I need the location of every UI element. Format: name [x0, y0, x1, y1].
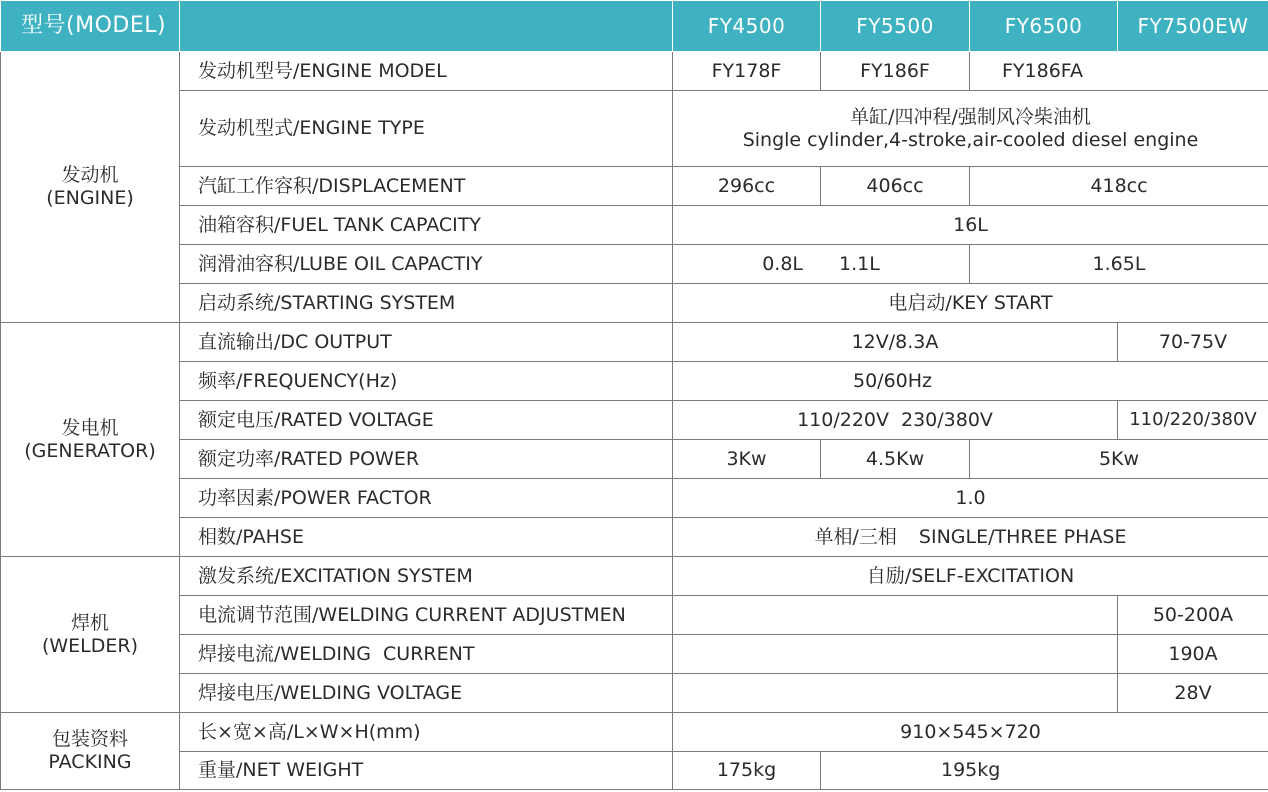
cell-value: [673, 596, 1118, 635]
category-name-en: (WELDER): [41, 634, 139, 657]
cell-value: 3Kw: [673, 440, 821, 479]
category-name-cn: 发电机: [61, 416, 119, 439]
row-label: 频率/FREQUENCY(Hz): [180, 362, 673, 401]
cell-value: 175kg: [673, 752, 821, 790]
category-name-en: (ENGINE): [46, 187, 134, 209]
model-header: 型号(MODEL): [1, 1, 180, 52]
cell-value: 110/220V: [797, 408, 889, 431]
table-row: [1, 323, 1268, 362]
category-name-en: PACKING: [48, 751, 132, 773]
table-row: [1, 284, 1268, 323]
row-label: 长×宽×高/L×W×H(mm): [180, 713, 673, 752]
row-label: 额定电压/RATED VOLTAGE: [180, 401, 673, 440]
category-generator: [1, 323, 180, 557]
row-label: 重量/NET WEIGHT: [180, 752, 673, 790]
cell-value: SINGLE/THREE PHASE: [918, 525, 1127, 548]
table-row: [1, 401, 1268, 440]
table-row: [1, 52, 1268, 91]
table-row: [1, 752, 1268, 790]
cell-value: FY186F: [821, 52, 970, 91]
lube-oil-values: [673, 245, 970, 284]
category-packing: [1, 713, 180, 790]
table-row: [1, 596, 1268, 635]
cell-value: 1.65L: [970, 245, 1268, 284]
cell-value: 单缸/四冲程/强制风冷柴油机: [850, 105, 1091, 128]
row-label: 发动机型号/ENGINE MODEL: [180, 52, 673, 91]
cell-value: 230/380V: [901, 408, 993, 431]
cell-value: 单相/三相: [814, 525, 897, 548]
header-row: [1, 1, 1268, 52]
category-welder: [1, 557, 180, 713]
cell-value: 电启动/KEY START: [673, 284, 1268, 323]
model-column-header: FY6500: [970, 1, 1118, 52]
model-column-header: FY4500: [673, 1, 821, 52]
cell-value: 1.0: [673, 479, 1268, 518]
phase-values: [673, 518, 1268, 557]
category-name-en: (GENERATOR): [24, 439, 156, 462]
cell-value: 1.1L: [839, 252, 880, 275]
table-row: [1, 635, 1268, 674]
cell-value: 5Kw: [970, 440, 1268, 479]
cell-value: 4.5Kw: [821, 440, 970, 479]
row-label: 润滑油容积/LUBE OIL CAPACTIY: [180, 245, 673, 284]
category-name-cn: 焊机: [70, 611, 109, 634]
table-row: [1, 91, 1268, 167]
row-label: 直流输出/DC OUTPUT: [180, 323, 673, 362]
cell-value: [673, 635, 1118, 674]
table-row: [1, 245, 1268, 284]
table-row: [1, 479, 1268, 518]
rated-voltage-values: [673, 401, 1118, 440]
cell-value: 50-200A: [1118, 596, 1268, 635]
engine-type-value: [673, 91, 1268, 167]
header-blank: [180, 1, 673, 52]
cell-value: 50/60Hz: [673, 362, 1268, 401]
cell-value: 28V: [1118, 674, 1268, 713]
cell-value: 418cc: [970, 167, 1268, 206]
table-row: [1, 518, 1268, 557]
cell-value: FY186FA: [970, 52, 1268, 91]
table-row: [1, 713, 1268, 752]
cell-value: 110/220/380V: [1118, 401, 1268, 440]
model-column-header: FY5500: [821, 1, 970, 52]
cell-value: 70-75V: [1118, 323, 1268, 362]
cell-value: 296cc: [673, 167, 821, 206]
cell-value: 16L: [673, 206, 1268, 245]
cell-value: 195kg: [821, 752, 1268, 790]
table-row: [1, 557, 1268, 596]
row-label: 相数/PAHSE: [180, 518, 673, 557]
row-label: 汽缸工作容积/DISPLACEMENT: [180, 167, 673, 206]
table-row: [1, 674, 1268, 713]
model-column-header: FY7500EW: [1118, 1, 1268, 52]
cell-value: [673, 674, 1118, 713]
row-label: 电流调节范围/WELDING CURRENT ADJUSTMEN: [180, 596, 673, 635]
row-label: 发动机型式/ENGINE TYPE: [180, 91, 673, 167]
cell-value: FY178F: [673, 52, 821, 91]
table-row: [1, 206, 1268, 245]
cell-value: 0.8L: [762, 252, 803, 275]
row-label: 功率因素/POWER FACTOR: [180, 479, 673, 518]
cell-value: 190A: [1118, 635, 1268, 674]
cell-value: 自励/SELF-EXCITATION: [673, 557, 1268, 596]
category-name-cn: 包装资料: [51, 728, 128, 751]
category-engine: [1, 52, 180, 323]
row-label: 焊接电压/WELDING VOLTAGE: [180, 674, 673, 713]
row-label: 油箱容积/FUEL TANK CAPACITY: [180, 206, 673, 245]
row-label: 激发系统/EXCITATION SYSTEM: [180, 557, 673, 596]
row-label: 额定功率/RATED POWER: [180, 440, 673, 479]
table-row: [1, 440, 1268, 479]
category-name-cn: 发动机: [61, 164, 119, 187]
table-row: [1, 362, 1268, 401]
row-label: 焊接电流/WELDING CURRENT: [180, 635, 673, 674]
cell-value: 406cc: [821, 167, 970, 206]
row-label: 启动系统/STARTING SYSTEM: [180, 284, 673, 323]
table-row: [1, 167, 1268, 206]
cell-value: 910×545×720: [673, 713, 1268, 752]
cell-value: Single cylinder,4-stroke,air-cooled diesel engine: [742, 128, 1199, 151]
cell-value: 12V/8.3A: [673, 323, 1118, 362]
